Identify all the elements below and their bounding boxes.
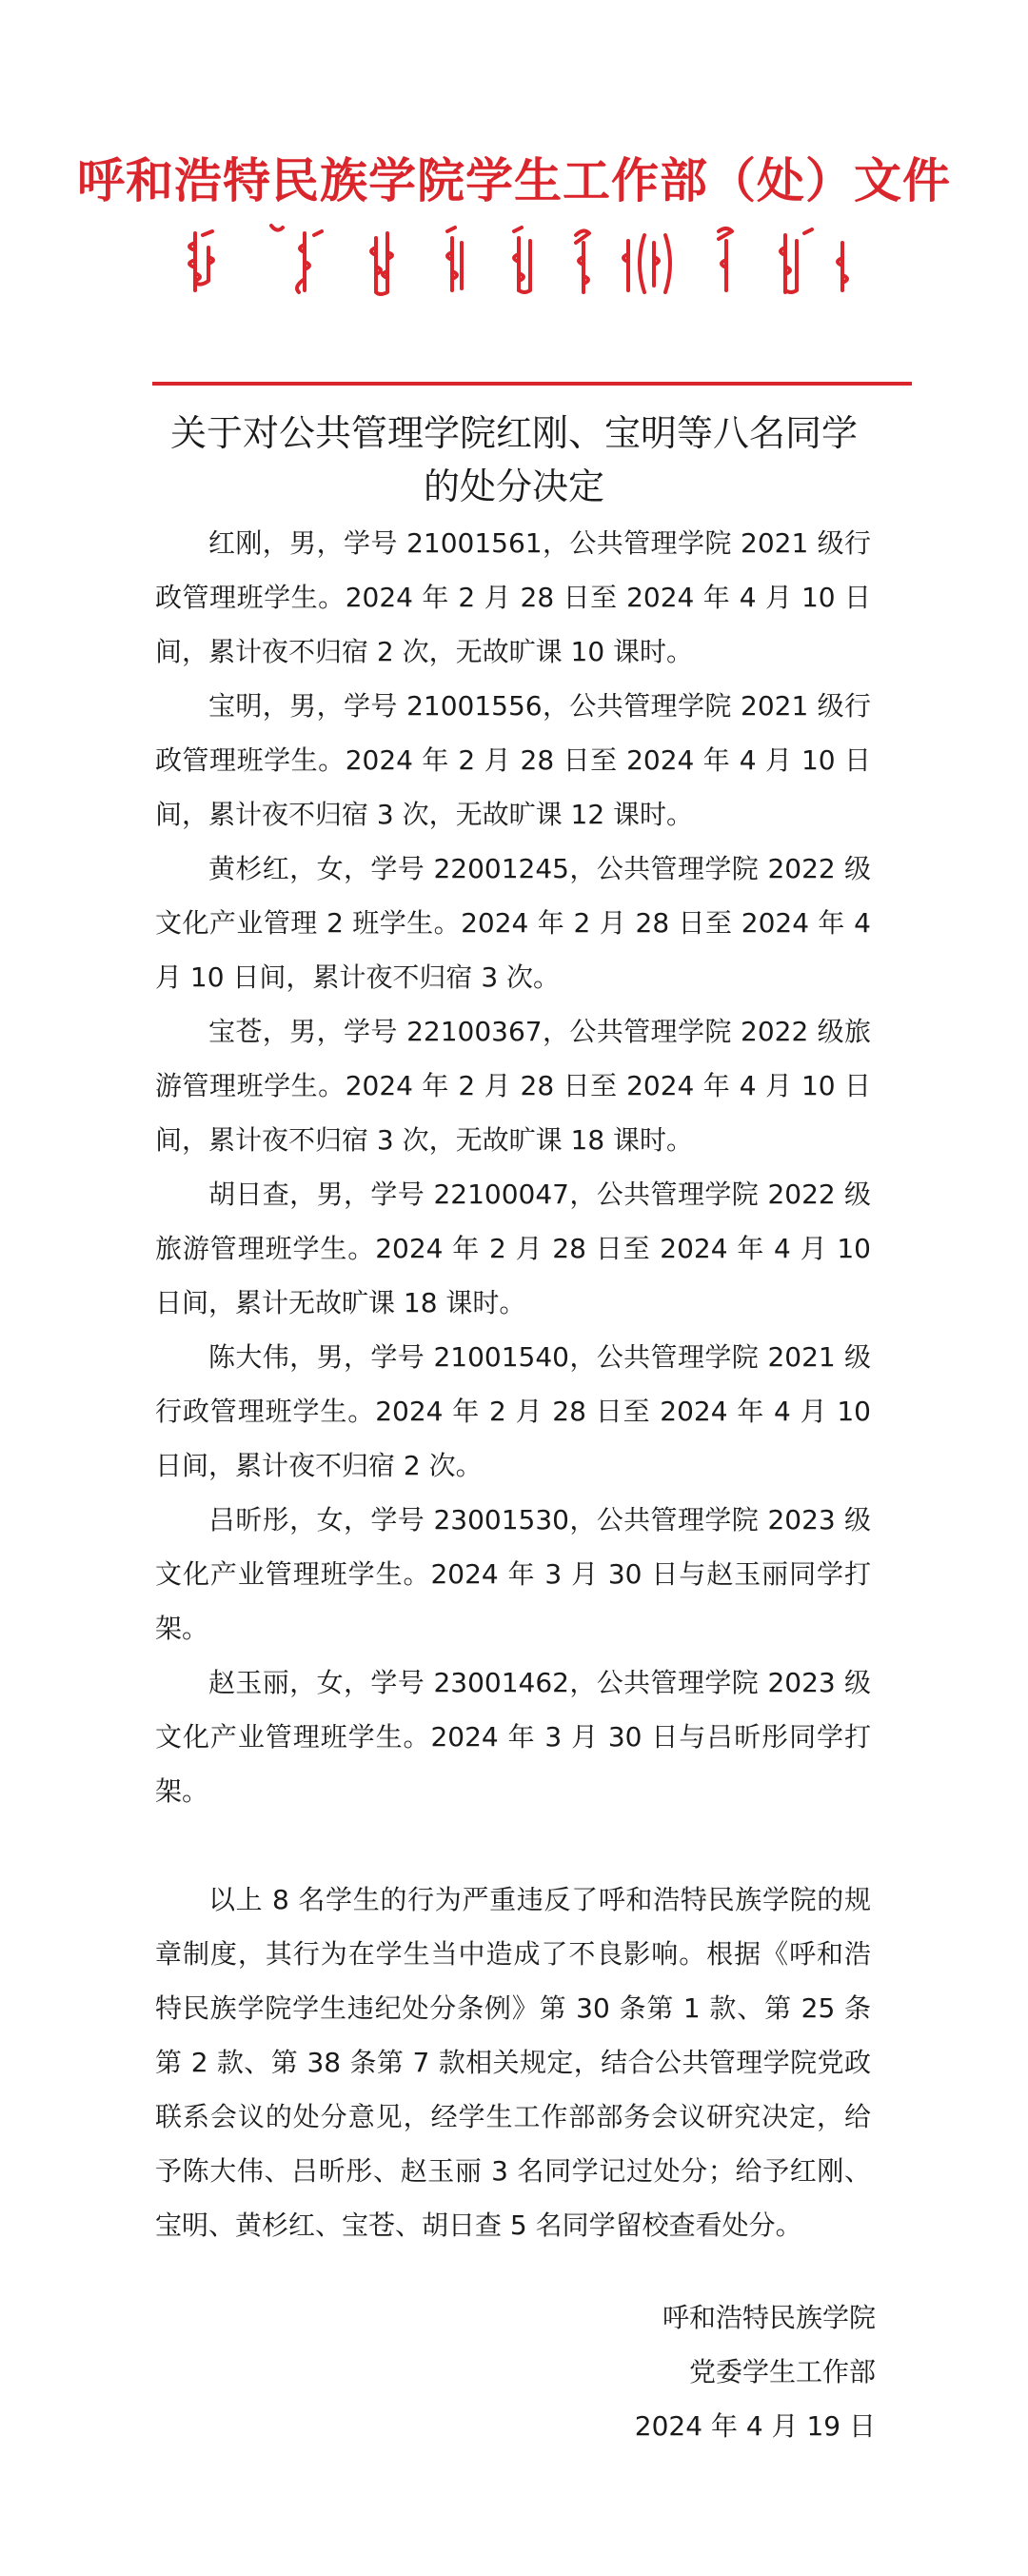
document-body	[155, 516, 871, 2252]
mongolian-script-title	[176, 214, 890, 300]
student-paragraph: 黄杉红，女，学号 22001245，公共管理学院 2022 级文化产业管理 2 班学生。2024 年 2 月 28 日至 2024 年 4 月 10 日间，累计夜不归宿 3 次。	[155, 853, 871, 993]
student-paragraph: 宝明，男，学号 21001556，公共管理学院 2021 级行政管理班学生。2024 年 2 月 28 日至 2024 年 4 月 10 日间，累计夜不归宿 3 次，无故旷课 12 课时。	[155, 690, 871, 830]
signature-institution: 呼和浩特民族学院	[662, 2302, 876, 2333]
student-paragraph: 胡日查，男，学号 22100047，公共管理学院 2022 级旅游管理班学生。2024 年 2 月 28 日至 2024 年 4 月 10 日间，累计无故旷课 18 课时。	[155, 1179, 871, 1318]
signature-department: 党委学生工作部	[688, 2356, 876, 2388]
signature-date: 2024 年 4 月 19 日	[634, 2410, 876, 2442]
letterhead-red-divider	[152, 382, 912, 386]
student-paragraph: 赵玉丽，女，学号 23001462，公共管理学院 2023 级文化产业管理班学生。2024 年 3 月 30 日与吕昕彤同学打架。	[155, 1667, 871, 1807]
student-paragraph: 吕昕彤，女，学号 23001530，公共管理学院 2023 级文化产业管理班学生。2024 年 3 月 30 日与赵玉丽同学打架。	[155, 1504, 871, 1644]
student-paragraph: 宝苍，男，学号 22100367，公共管理学院 2022 级旅游管理班学生。2024 年 2 月 28 日至 2024 年 4 月 10 日间，累计夜不归宿 3 次，无故旷课 18 课时。	[155, 1016, 871, 1156]
document-title	[152, 406, 876, 513]
student-paragraph: 陈大伟，男，学号 21001540，公共管理学院 2021 级行政管理班学生。2024 年 2 月 28 日至 2024 年 4 月 10 日间，累计夜不归宿 2 次。	[155, 1341, 871, 1481]
conclusion-paragraph: 以上 8 名学生的行为严重违反了呼和浩特民族学院的规章制度，其行为在学生当中造成了不良影响。根据《呼和浩特民族学院学生违纪处分条例》第 30 条第 1 款、第 25 条第 2 款、第 38 条第 7 款相关规定，结合公共管理学院党政联系会议的处分意见，经学生工作部部务会议研究决定，给予陈大伟、吕昕彤、赵玉丽 3 名同学记过处分；给予红刚、宝明、黄杉红、宝苍、胡日查 5 名同学留校查看处分。	[155, 1884, 871, 2241]
signature-block	[635, 2290, 876, 2453]
document-title-line: 关于对公共管理学院红刚、宝明等八名同学	[169, 412, 858, 454]
letterhead	[0, 0, 1028, 400]
student-paragraph: 红刚，男，学号 21001561，公共管理学院 2021 级行政管理班学生。2024 年 2 月 28 日至 2024 年 4 月 10 日间，累计夜不归宿 2 次，无故旷课 10 课时。	[155, 527, 871, 667]
letterhead-title: 呼和浩特民族学院学生工作部（处）文件	[77, 152, 951, 208]
document-title-line: 的处分决定	[423, 466, 604, 507]
